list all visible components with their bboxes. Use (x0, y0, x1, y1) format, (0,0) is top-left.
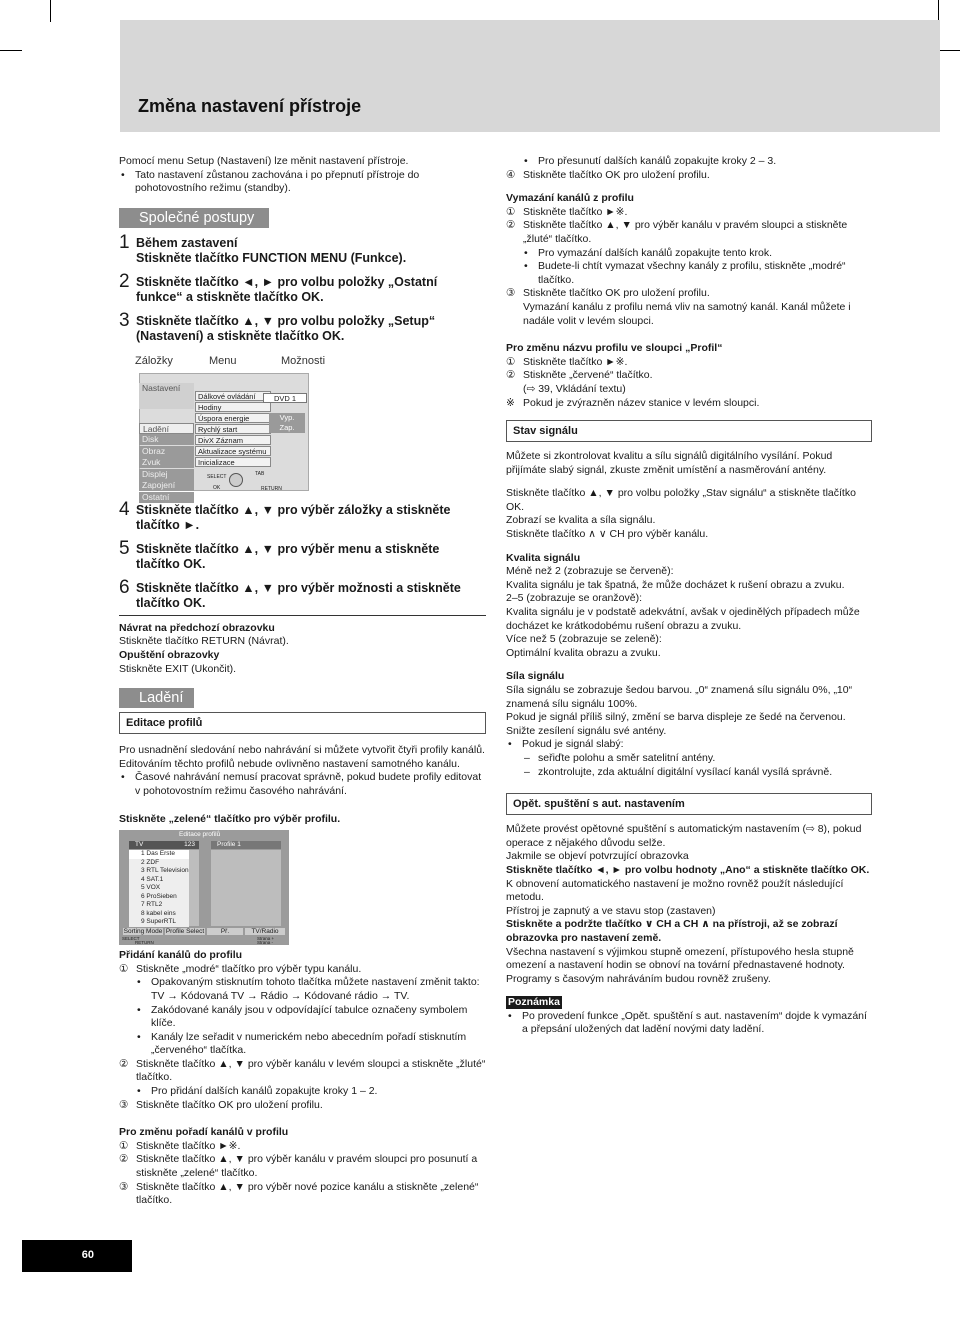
strength-title: Síla signálu (506, 670, 565, 683)
option-value: DVD 1 (263, 393, 307, 403)
diagram-label-tabs: Záložky (135, 354, 173, 367)
step-4: 4 Stiskněte tlačítko ▲, ▼ pro výběr záložky a stiskněte tlačítko ►. (119, 498, 451, 533)
diagram2-right-list (211, 850, 281, 926)
note-bullet: • Po provedení funkce „Opět. spuštění s aut. nastavením“ dojde k vymazání a přepsání uložených dat ladění novými daty ladění. (506, 1010, 872, 1037)
quality-title: Kvalita signálu (506, 551, 581, 564)
add-bullet: • Pro přidání dalších kanálů zopakujte kroky 1 – 2. (119, 1085, 486, 1099)
return-title: Návrat na předchozí obrazovku (119, 621, 275, 634)
add-bullet: • Zakódované kanály jsou v odpovídající tabulce označeny symbolem klíče. (119, 1004, 486, 1031)
crop-mark (0, 50, 22, 51)
tab-item: Zapojení (139, 480, 194, 491)
step-3: 3 Stiskněte tlačítko ▲, ▼ pro volbu položky „Setup“ (Nastavení) a stiskněte tlačítko OK. (119, 309, 436, 344)
reorder-step: ① Stiskněte tlačítko ►※. (119, 1139, 241, 1152)
section-title-tuning: Ladění (119, 688, 194, 708)
step-5: 5 Stiskněte tlačítko ▲, ▼ pro výběr menu a stiskněte tlačítko OK. (119, 537, 440, 572)
restart-text: Můžete provést opětovné spuštění s automatickým nastavením (⇨ 8), pokud operace z nějakého důvodu selže. (506, 823, 862, 849)
tab-item: Disk (139, 434, 194, 445)
signal-paragraph: Zobrazí se kvalita a síla signálu. (506, 514, 656, 527)
rename-title: Pro změnu názvu profilu ve sloupci „Profil“ (506, 342, 723, 355)
diagram-label-options: Možnosti (281, 354, 326, 367)
control-label: TAB (255, 470, 265, 477)
exit-title: Opuštění obrazovky (119, 648, 220, 661)
move-bullet: • Pro přesunutí dalších kanálů zopakujte kroky 2 – 3. (506, 155, 872, 169)
note-label: Poznámka (508, 996, 560, 1009)
signal-paragraph: Stiskněte tlačítko ▲, ▼ pro volbu položky „Stav signálu“ a stiskněte tlačítko OK. (506, 487, 856, 513)
diagram2-left-head: TV 123 (129, 841, 199, 849)
channel-row: 1 Das Erste (129, 850, 189, 859)
channel-row: 6 ProSieben (129, 893, 189, 902)
diagram-label-menu: Menu (209, 354, 237, 367)
control-label: RETURN (135, 940, 154, 946)
control-label: RETURN (261, 485, 282, 492)
delete-title: Vymazání kanálů z profilu (506, 192, 634, 205)
quality-line: Více než 5 (zobrazuje se zeleně): (506, 633, 662, 646)
channel-row: 4 SAT.1 (129, 876, 189, 885)
channel-row: 9 SuperRTL (129, 918, 189, 927)
control-label: SELECT (122, 936, 140, 942)
diagram2-title: Editace profilů (179, 831, 221, 839)
exit-text: Stiskněte EXIT (Ukončit). (119, 662, 237, 675)
rename-step: (⇨ 39, Vkládání textu) (523, 382, 626, 395)
option-value: Vyp. (269, 413, 305, 423)
tab-item: Zvuk (139, 457, 194, 468)
restart-bold: Stiskněte a podržte tlačítko ∨ CH a CH ∧ na přístroji, až se zobrazí obrazovka pro nastavení země. (506, 918, 838, 944)
green-button-title: Stiskněte „zelené“ tlačítko pro výběr profilu. (119, 812, 341, 825)
bottom-button: Profile Select (165, 928, 205, 936)
edit-profiles-diagram (119, 830, 289, 945)
add-step: ③ Stiskněte tlačítko OK pro uložení profilu. (119, 1098, 323, 1111)
diagram-tabs (139, 383, 194, 504)
strength-text: Pokud je signál příliš silný, změní se barva displeje ze šedé na červenou. Snižte zesílení signálu své antény. (506, 711, 846, 737)
box-title-restart: Opět. spuštění s aut. nastavením (506, 793, 872, 815)
control-label: SELECT (207, 473, 227, 480)
restart-text: Jakmile se objeví potvrzující obrazovka (506, 850, 689, 863)
step-6: 6 Stiskněte tlačítko ▲, ▼ pro výběr možnosti a stiskněte tlačítko OK. (119, 576, 461, 611)
tab-item: Obraz (139, 446, 194, 457)
quality-line: Kvalita signálu je tak špatná, že může docházet k rušení obrazu a zvuku. (506, 578, 845, 591)
add-step: ① Stiskněte „modré“ tlačítko pro výběr typu kanálu. (119, 962, 362, 975)
channel-row: 3 RTL Television (129, 867, 189, 876)
tab-item: Nastavení (139, 383, 194, 409)
add-channels-title: Přidání kanálů do profilu (119, 949, 243, 962)
page-title: Změna nastavení přístroje (138, 96, 362, 116)
add-bullet: • Opakovaným stisknutím tohoto tlačítka můžete nastavení změnit takto: TV → Kódovaná TV → Rádio → Kódované rádio → TV. (119, 976, 486, 1003)
control-label: Strana - (257, 940, 274, 946)
control-label: OK (213, 484, 221, 491)
menu-item: Rychlý start (195, 424, 271, 435)
restart-text: Přístroj je zapnutý a ve stavu stop (zastaven) (506, 904, 716, 917)
bottom-button: TV/Radio (245, 928, 285, 935)
reorder-step: ③ Stiskněte tlačítko ▲, ▼ pro výběr nové pozice kanálu a stiskněte „zelené“ tlačítko. (119, 1180, 479, 1207)
profiles-bullet: • Časové nahrávání nemusí pracovat správně, pokud budete profily editovat v pohotovostním režimu časového nahrávání. (119, 771, 486, 798)
intro-text: Pomocí menu Setup (Nastavení) lze měnit nastavení přístroje. (119, 155, 409, 167)
menu-item: Aktualizace systému (195, 446, 271, 457)
option-value: Zap. (269, 423, 305, 433)
tab-item: Displej (139, 469, 194, 480)
bottom-button: Sorting Mode (123, 928, 163, 936)
weak-bullet: • Pokud je signál slabý: (506, 738, 872, 752)
signal-paragraph: Stiskněte tlačítko ∧ ∨ CH pro výběr kanálu. (506, 528, 709, 541)
control-label: Strana + (257, 936, 275, 942)
return-text: Stiskněte tlačítko RETURN (Návrat). (119, 635, 289, 648)
bottom-button: Př. (207, 928, 243, 935)
delete-step: ② Stiskněte tlačítko ▲, ▼ pro výběr kanálu v pravém sloupci a stiskněte „žluté“ tlačítko. (506, 219, 848, 245)
crop-mark (50, 0, 51, 22)
add-bullet: • Kanály lze seřadit v numerickém nebo abecedním pořadí stisknutím „červeného“ tlačítka. (119, 1031, 486, 1058)
step-1: 1 Během zastavení Stiskněte tlačítko FUNCTION MENU (Funkce). (119, 231, 407, 266)
strength-text: Síla signálu se zobrazuje šedou barvou. „0“ znamená sílu signálu 0%, „10“ znamená sílu signálu 100%. (506, 684, 853, 710)
rename-step: ② Stiskněte „červené“ tlačítko. (506, 369, 653, 382)
intro-bullet: • Tato nastavení zůstanou zachována i po přepnutí přístroje do pohotovostního režimu (standby). (119, 169, 486, 196)
weak-dash: – seřiďte polohu a směr satelitní antény. (506, 752, 872, 766)
box-title-edit-profiles: Editace profilů (119, 712, 486, 734)
delete-step: ① Stiskněte tlačítko ►※. (506, 205, 628, 218)
page-number-block (22, 1240, 132, 1272)
step-2: 2 Stiskněte tlačítko ◄, ► pro volbu položky „Ostatní funkce“ a stiskněte tlačítko OK. (119, 270, 438, 305)
crop-mark (938, 0, 939, 22)
weak-dash: – zkontrolujte, zda aktuální digitální vysílací kanál vysílá správně. (506, 766, 872, 780)
right-column (506, 155, 872, 1037)
diagram2-right-head: Profile 1 (211, 841, 281, 849)
reorder-title: Pro změnu pořadí kanálů v profilu (119, 1126, 289, 1139)
setup-menu-diagram (119, 353, 486, 502)
quality-line: Méně než 2 (zobrazuje se červeně): (506, 565, 674, 578)
delete-note: Vymazání kanálu z profilu nemá vliv na samotný kanál. Kanál můžete i nadále volit v levém sloupci. (523, 300, 851, 327)
quality-line: Kvalita signálu je v podstatě adekvátní, avšak v ojedinělých případech může docházet ke krátkodobému rušení obrazu a zvuku. (506, 606, 860, 632)
rename-step: ※ Pokud je zvýrazněn název stanice v levém sloupci. (506, 396, 760, 409)
quality-line: Optimální kvalita obrazu a zvuku. (506, 646, 661, 659)
restart-bold: Stiskněte tlačítko ◄, ► pro volbu hodnoty „Ano“ a stiskněte tlačítko OK. (506, 863, 870, 876)
quality-line: 2–5 (zobrazuje se oranžově): (506, 592, 642, 605)
channel-row: 7 RTL2 (129, 901, 189, 910)
menu-item: DivX Záznam (195, 435, 271, 446)
channel-row: 5 VOX (129, 884, 189, 893)
menu-item: Úspora energie (195, 413, 271, 424)
save-step: ④ Stiskněte tlačítko OK pro uložení profilu. (506, 168, 710, 181)
section-title-common: Společné postupy (119, 208, 269, 228)
delete-bullet: • Pro vymazání dalších kanálů zopakujte tento krok. (506, 247, 872, 261)
page-number: 60 (81, 1249, 94, 1261)
reorder-step: ② Stiskněte tlačítko ▲, ▼ pro výběr kanálu v pravém sloupci pro posunutí a stiskněte „zelené“ tlačítko. (119, 1153, 478, 1180)
restart-text: Všechna nastavení s výjimkou stupně omezení, přístupového hesla stupně omezení a nastavení hodin se obnoví na tovární přednastavené hodnoty. Programy s časovým nahráváním budou rovněž zrušeny. (506, 945, 854, 985)
left-column (119, 155, 486, 1208)
profiles-paragraph: Pro usnadnění sledování nebo nahrávání si můžete vytvořit čtyři profily kanálů. Editováním těchto profilů nebude ovlivněno nastavení samotného kanálu. (119, 744, 485, 770)
rename-step: ① Stiskněte tlačítko ►※. (506, 355, 628, 368)
channel-row: 8 kabel eins (129, 910, 189, 919)
page-header (120, 20, 940, 132)
restart-text: K obnovení automatického nastavení je možno rovněž použít následující metodu. (506, 877, 844, 904)
add-step: ② Stiskněte tlačítko ▲, ▼ pro výběr kanálu v levém sloupci a stiskněte „žluté“ tlačítko. (119, 1057, 486, 1084)
tab-item: Ladění (139, 423, 194, 434)
signal-paragraph: Můžete si zkontrolovat kvalitu a sílu signálů digitálního vysílání. Pokud přijímáte slabý signál, zkuste změnit umístění a nasměrování antény. (506, 450, 833, 476)
crop-mark (938, 50, 960, 51)
menu-item: Hodiny (195, 402, 271, 413)
delete-step: ③ Stiskněte tlačítko OK pro uložení profilu. (506, 287, 710, 300)
diagram-menu (195, 391, 271, 468)
navigation-dial-icon (229, 473, 243, 487)
menu-item: Dálkové ovládání (195, 391, 271, 402)
menu-item: Inicializace (195, 457, 271, 468)
channel-row: 2 ZDF (129, 859, 189, 868)
delete-bullet: • Budete-li chtít vymazat všechny kanály z profilu, stiskněte „modré“ tlačítko. (506, 260, 872, 287)
box-title-signal: Stav signálu (506, 420, 872, 442)
tab-item: Ostatní (139, 492, 194, 503)
